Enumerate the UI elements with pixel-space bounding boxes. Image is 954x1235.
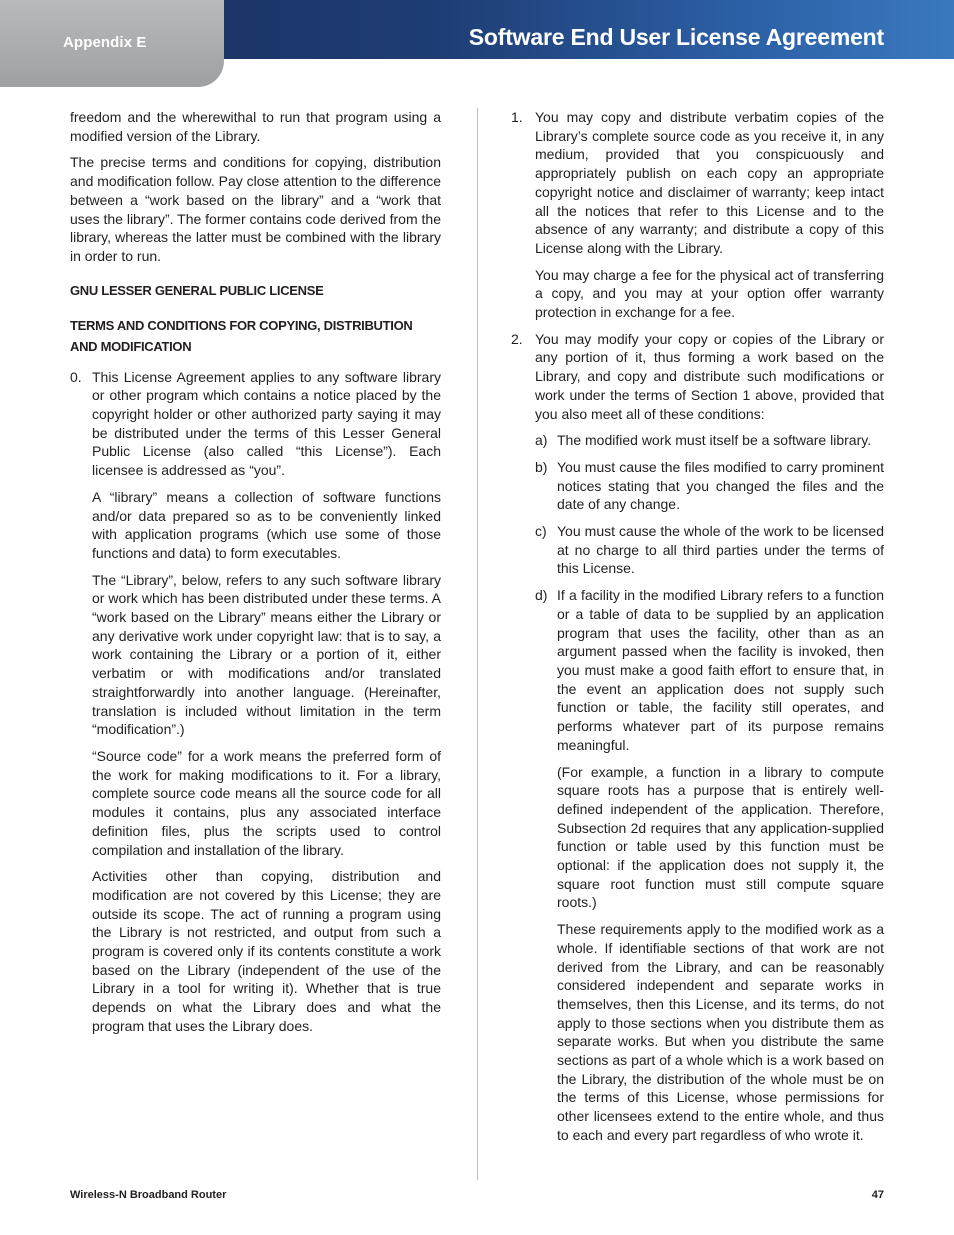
paragraph: These requirements apply to the modified work as a whole. If identifiable sections of that work are not derived from the Library, and can be reasonably considered independent and separate works in themselves, then this License, and its terms, do not apply to those sections when you distribute them as separate works. But when you distribute the same sections as part of a whole which is a work based on the Library, the distribution of the whole must be on the terms of this License, whose permissions for other licensees extend to the entire whole, and thus to each and every part regardless of who wrote it. [557, 921, 884, 1143]
item-number: 1. [511, 109, 523, 125]
list-item-0 [70, 368, 441, 1036]
paragraph: You must cause the whole of the work to be licensed at no charge to all third parties under the terms of this License. [557, 523, 884, 577]
left-column [70, 108, 441, 1044]
right-column [511, 108, 884, 1153]
paragraph: “Source code” for a work means the preferred form of the work for making modifications to it. For a library, complete source code means all the source code for all modules it contains, plus any associated interface definition files, plus the scripts used to control compilation and installation of the library. [92, 747, 441, 858]
paragraph: freedom and the wherewithal to run that program using a modified version of the Library. [70, 109, 441, 144]
sub-item-b [535, 458, 884, 514]
appendix-tab [0, 0, 224, 87]
sub-item-d [535, 586, 884, 1144]
paragraph: You may charge a fee for the physical act of transferring a copy, and you may at your option offer warranty protection in exchange for a fee. [535, 266, 884, 321]
sub-item-a [535, 431, 884, 450]
sub-item-letter: d) [535, 587, 548, 604]
paragraph: You must cause the files modified to carry prominent notices stating that you changed the files and the date of any change. [557, 458, 884, 513]
paragraph: A “library” means a collection of software functions and/or data prepared so as to be conveniently linked with application programs (which use some of those functions and data) to form executables. [92, 488, 441, 561]
paragraph: Activities other than copying, distribution and modification are not covered by this License; they are outside its scope. The act of running a program using the Library is not restricted, and output from such a program is covered only if its contents constitute a work based on the Library (independent of the use of the Library in a tool for writing it). Whether that is true depends on what the Library does and what the program that uses the Library does. [92, 868, 441, 1034]
column-divider [477, 108, 478, 1180]
paragraph: The precise terms and conditions for copying, distribution and modification follow. Pay close attention to the difference between a “work based on the library” and a “work that uses the library”. The former contains code derived from the library, whereas the latter must be combined with the library in order to run. [70, 154, 441, 264]
sub-item-letter: a) [535, 432, 548, 449]
item-number: 2. [511, 330, 523, 347]
paragraph: You may copy and distribute verbatim copies of the Library’s complete source code as you receive it, in any medium, provided that you conspicuously and appropriately publish on each copy an appropriate copyright notice and disclaimer of warranty; keep intact all the notices that refer to this License and to the absence of any warranty; and distribute a copy of this License along with the Library. [535, 109, 884, 256]
paragraph: This License Agreement applies to any software library or other program which contains a notice placed by the copyright holder or other authorized party saying it may be distributed under the terms of this Lesser General Public License (also called “this License”). Each licensee is addressed as “you”. [92, 368, 441, 479]
list-item-2 [511, 330, 884, 1145]
item-number: 0. [70, 368, 82, 385]
sub-item-c [535, 522, 884, 578]
footer-product: Wireless-N Broadband Router [70, 1189, 227, 1201]
section-heading: GNU LESSER GENERAL PUBLIC LICENSE [70, 282, 324, 298]
sub-item-letter: b) [535, 458, 548, 475]
paragraph: You may modify your copy or copies of the Library or any portion of it, thus forming a work based on the Library, and copy and distribute such modifications or work under the terms of Section 1 above, provided that you also meet all of these conditions: [535, 330, 884, 422]
list-item-1 [511, 108, 884, 322]
sub-item-letter: c) [535, 523, 547, 540]
page-number: 47 [871, 1189, 884, 1201]
paragraph: If a facility in the modified Library refers to a function or a table of data to be supplied by an application program that uses the facility, other than as an argument passed when the facility is invoked, then you must make a good faith effort to ensure that, in the event an application does not supply such function or table, the facility still operates, and performs whatever part of its purpose remains meaningful. [557, 587, 884, 753]
page-title: Software End User License Agreement [468, 24, 884, 50]
appendix-label: Appendix E [63, 34, 147, 51]
paragraph: (For example, a function in a library to compute square roots has a purpose that is entirely well-defined independent of the application. Therefore, Subsection 2d requires that any application-supplied function or table used by this function must be optional: if the application does not supply it, the square root function must still compute square roots.) [557, 763, 884, 911]
paragraph: The “Library”, below, refers to any such software library or work which has been distributed under these terms. A “work based on the Library” means either the Library or any derivative work under copyright law: that is to say, a work containing the Library or a portion of it, either verbatim or with modifications and/or translated straightforwardly into another language. (Hereinafter, translation is included without limitation in the term “modification”.) [92, 571, 441, 738]
paragraph: The modified work must itself be a software library. [557, 432, 872, 449]
section-heading: TERMS AND CONDITIONS FOR COPYING, DISTRIBUTION AND MODIFICATION [70, 317, 413, 354]
